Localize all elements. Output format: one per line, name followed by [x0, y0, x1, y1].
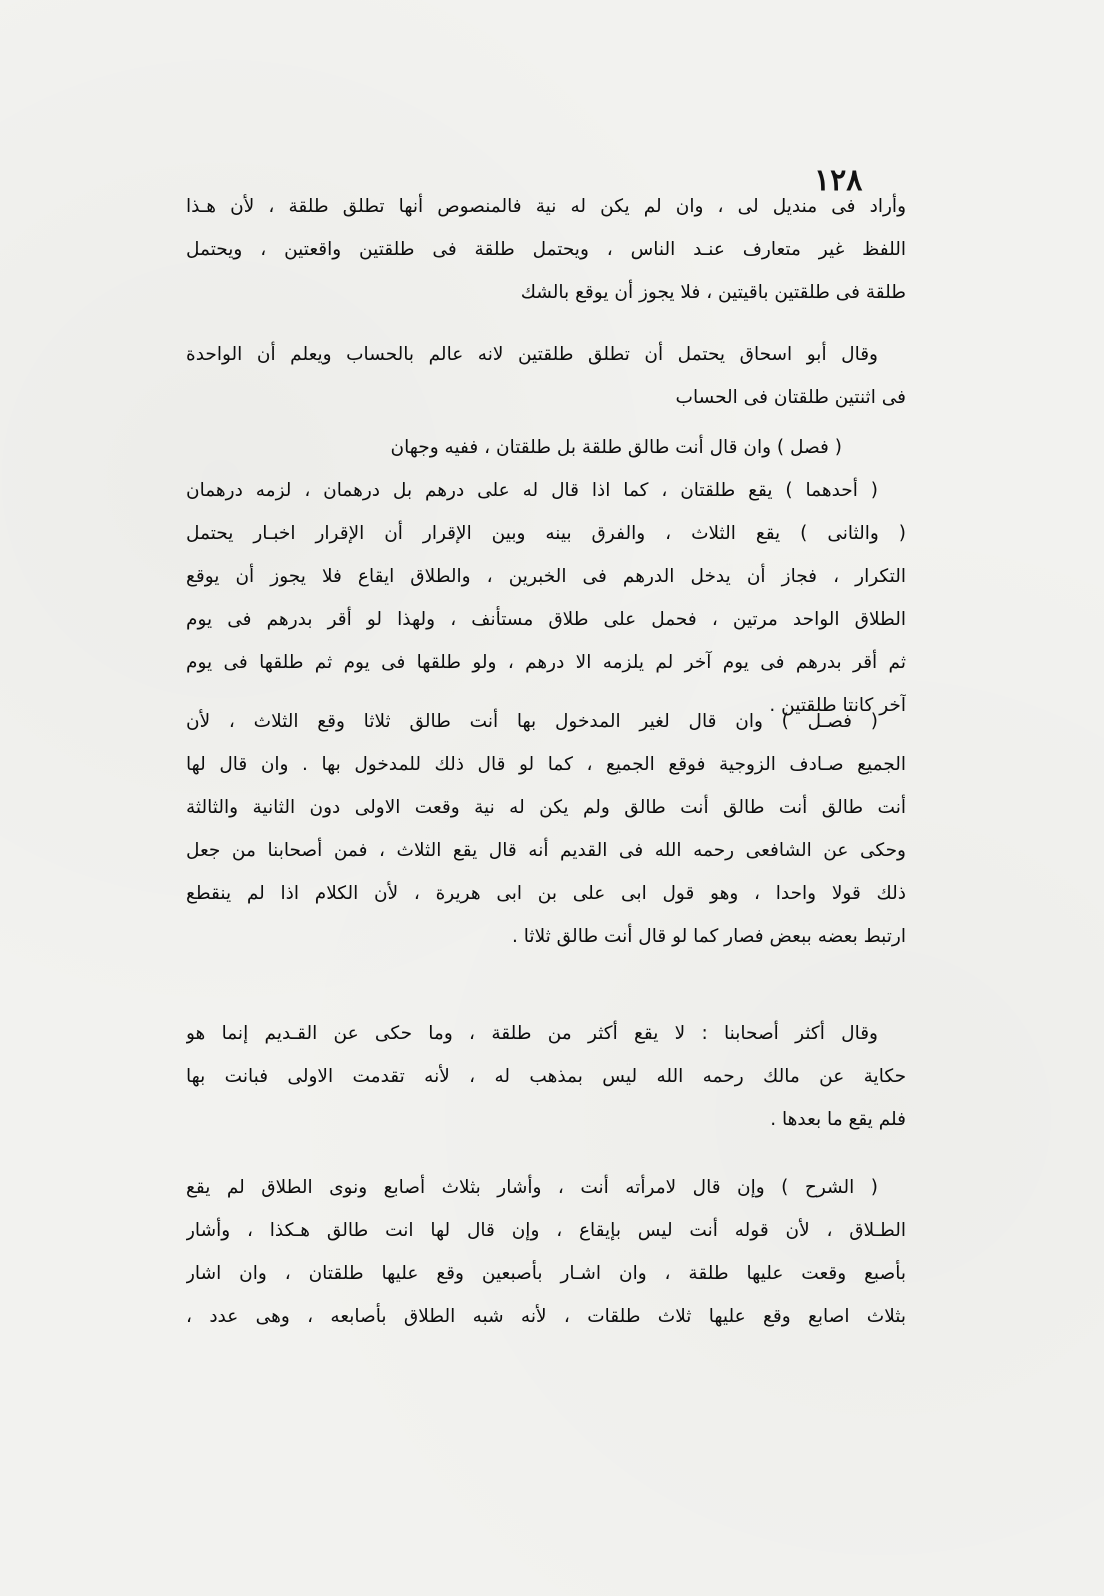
text-line: وقال أبو اسحاق يحتمل أن تطلق طلقتين لانه عالم بالحساب ويعلم أن الواحدة	[186, 344, 878, 365]
section-heading: ( فصل ) وان قال أنت طالق طلقة بل طلقتان ، ففيه وجهان	[390, 437, 842, 458]
text-line: أنت طالق أنت طالق أنت طالق ولم يكن له نية وقعت الاولى دون الثانية والثالثة	[186, 797, 906, 818]
text-line: آخر كانتا طلقتين .	[769, 695, 906, 716]
paragraph-1	[186, 185, 906, 314]
section-heading: ( فصـل ) وان قال لغير المدخول بها أنت طالق ثلاثا وقع الثلاث ، لأن	[186, 711, 878, 732]
text-line: ذلك قولا واحدا ، وهو قول ابى على بن ابى هريرة ، لأن الكلام اذا لم ينقطع	[186, 883, 906, 904]
text-line: ثم أقر بدرهم فى يوم آخر لم يلزمه الا درهم ، ولو طلقها فى يوم ثم طلقها فى يوم	[186, 652, 906, 673]
commentary-paragraph	[186, 1166, 906, 1338]
text-line: الطـلاق ، لأن قوله أنت ليس بإيقاع ، وإن قال لها انت طالق هـكذا ، وأشار	[186, 1220, 906, 1241]
text-line: التكرار ، فجاز أن يدخل الدرهم فى الخبرين ، والطلاق ايقاع فلا يجوز أن يوقع	[186, 566, 906, 587]
text-line: الجميع صـادف الزوجية فوقع الجميع ، كما لو قال ذلك للمدخول بها . وان قال لها	[186, 754, 906, 775]
text-line: الطلاق الواحد مرتين ، فحمل على طلاق مستأنف ، ولهذا لو أقر بدرهم فى يوم	[186, 609, 906, 630]
text-line: ( والثانى ) يقع الثلاث ، والفرق بينه وبين الإقرار أن الإقرار اخبـار يحتمل	[186, 523, 906, 544]
text-line: بثلاث اصابع وقع عليها ثلاث طلقات ، لأنه شبه الطلاق بأصابعه ، وهى عدد ،	[186, 1306, 906, 1327]
text-line: وأراد فى منديل لى ، وان لم يكن له نية فالمنصوص أنها تطلق طلقة ، لأن هـذا	[186, 196, 906, 217]
text-line: وقال أكثر أصحابنا : لا يقع أكثر من طلقة ، وما حكى عن القـديم إنما هو	[186, 1023, 878, 1044]
page-number: ١٢٨	[814, 163, 863, 198]
text-line: ( أحدهما ) يقع طلقتان ، كما اذا قال له على درهم بل درهمان ، لزمه درهمان	[186, 480, 878, 501]
text-line: وحكى عن الشافعى رحمه الله فى القديم أنه قال يقع الثلاث ، فمن أصحابنا من جعل	[186, 840, 906, 861]
text-line: طلقة فى طلقتين باقيتين ، فلا يجوز أن يوقع بالشك	[520, 282, 906, 303]
text-line: ( الشرح ) وإن قال لامرأته أنت ، وأشار بثلاث أصابع ونوى الطلاق لم يقع	[186, 1177, 878, 1198]
text-line: حكاية عن مالك رحمه الله ليس بمذهب له ، لأنه تقدمت الاولى فبانت بها	[186, 1066, 906, 1087]
text-line: ارتبط بعضه ببعض فصار كما لو قال أنت طالق ثلاثا .	[512, 926, 906, 947]
paragraph-3	[186, 426, 906, 727]
paragraph-2	[186, 333, 906, 419]
paragraph-4	[186, 700, 906, 958]
paragraph-5	[186, 1012, 906, 1141]
text-line: اللفظ غير متعارف عنـد الناس ، ويحتمل طلقة فى طلقتين واقعتين ، ويحتمل	[186, 239, 906, 260]
text-line: فى اثنتين طلقتان فى الحساب	[675, 387, 906, 408]
text-line: فلم يقع ما بعدها .	[770, 1109, 906, 1130]
text-line: بأصبع وقعت عليها طلقة ، وان اشـار بأصبعين وقع عليها طلقتان ، وان اشار	[186, 1263, 906, 1284]
